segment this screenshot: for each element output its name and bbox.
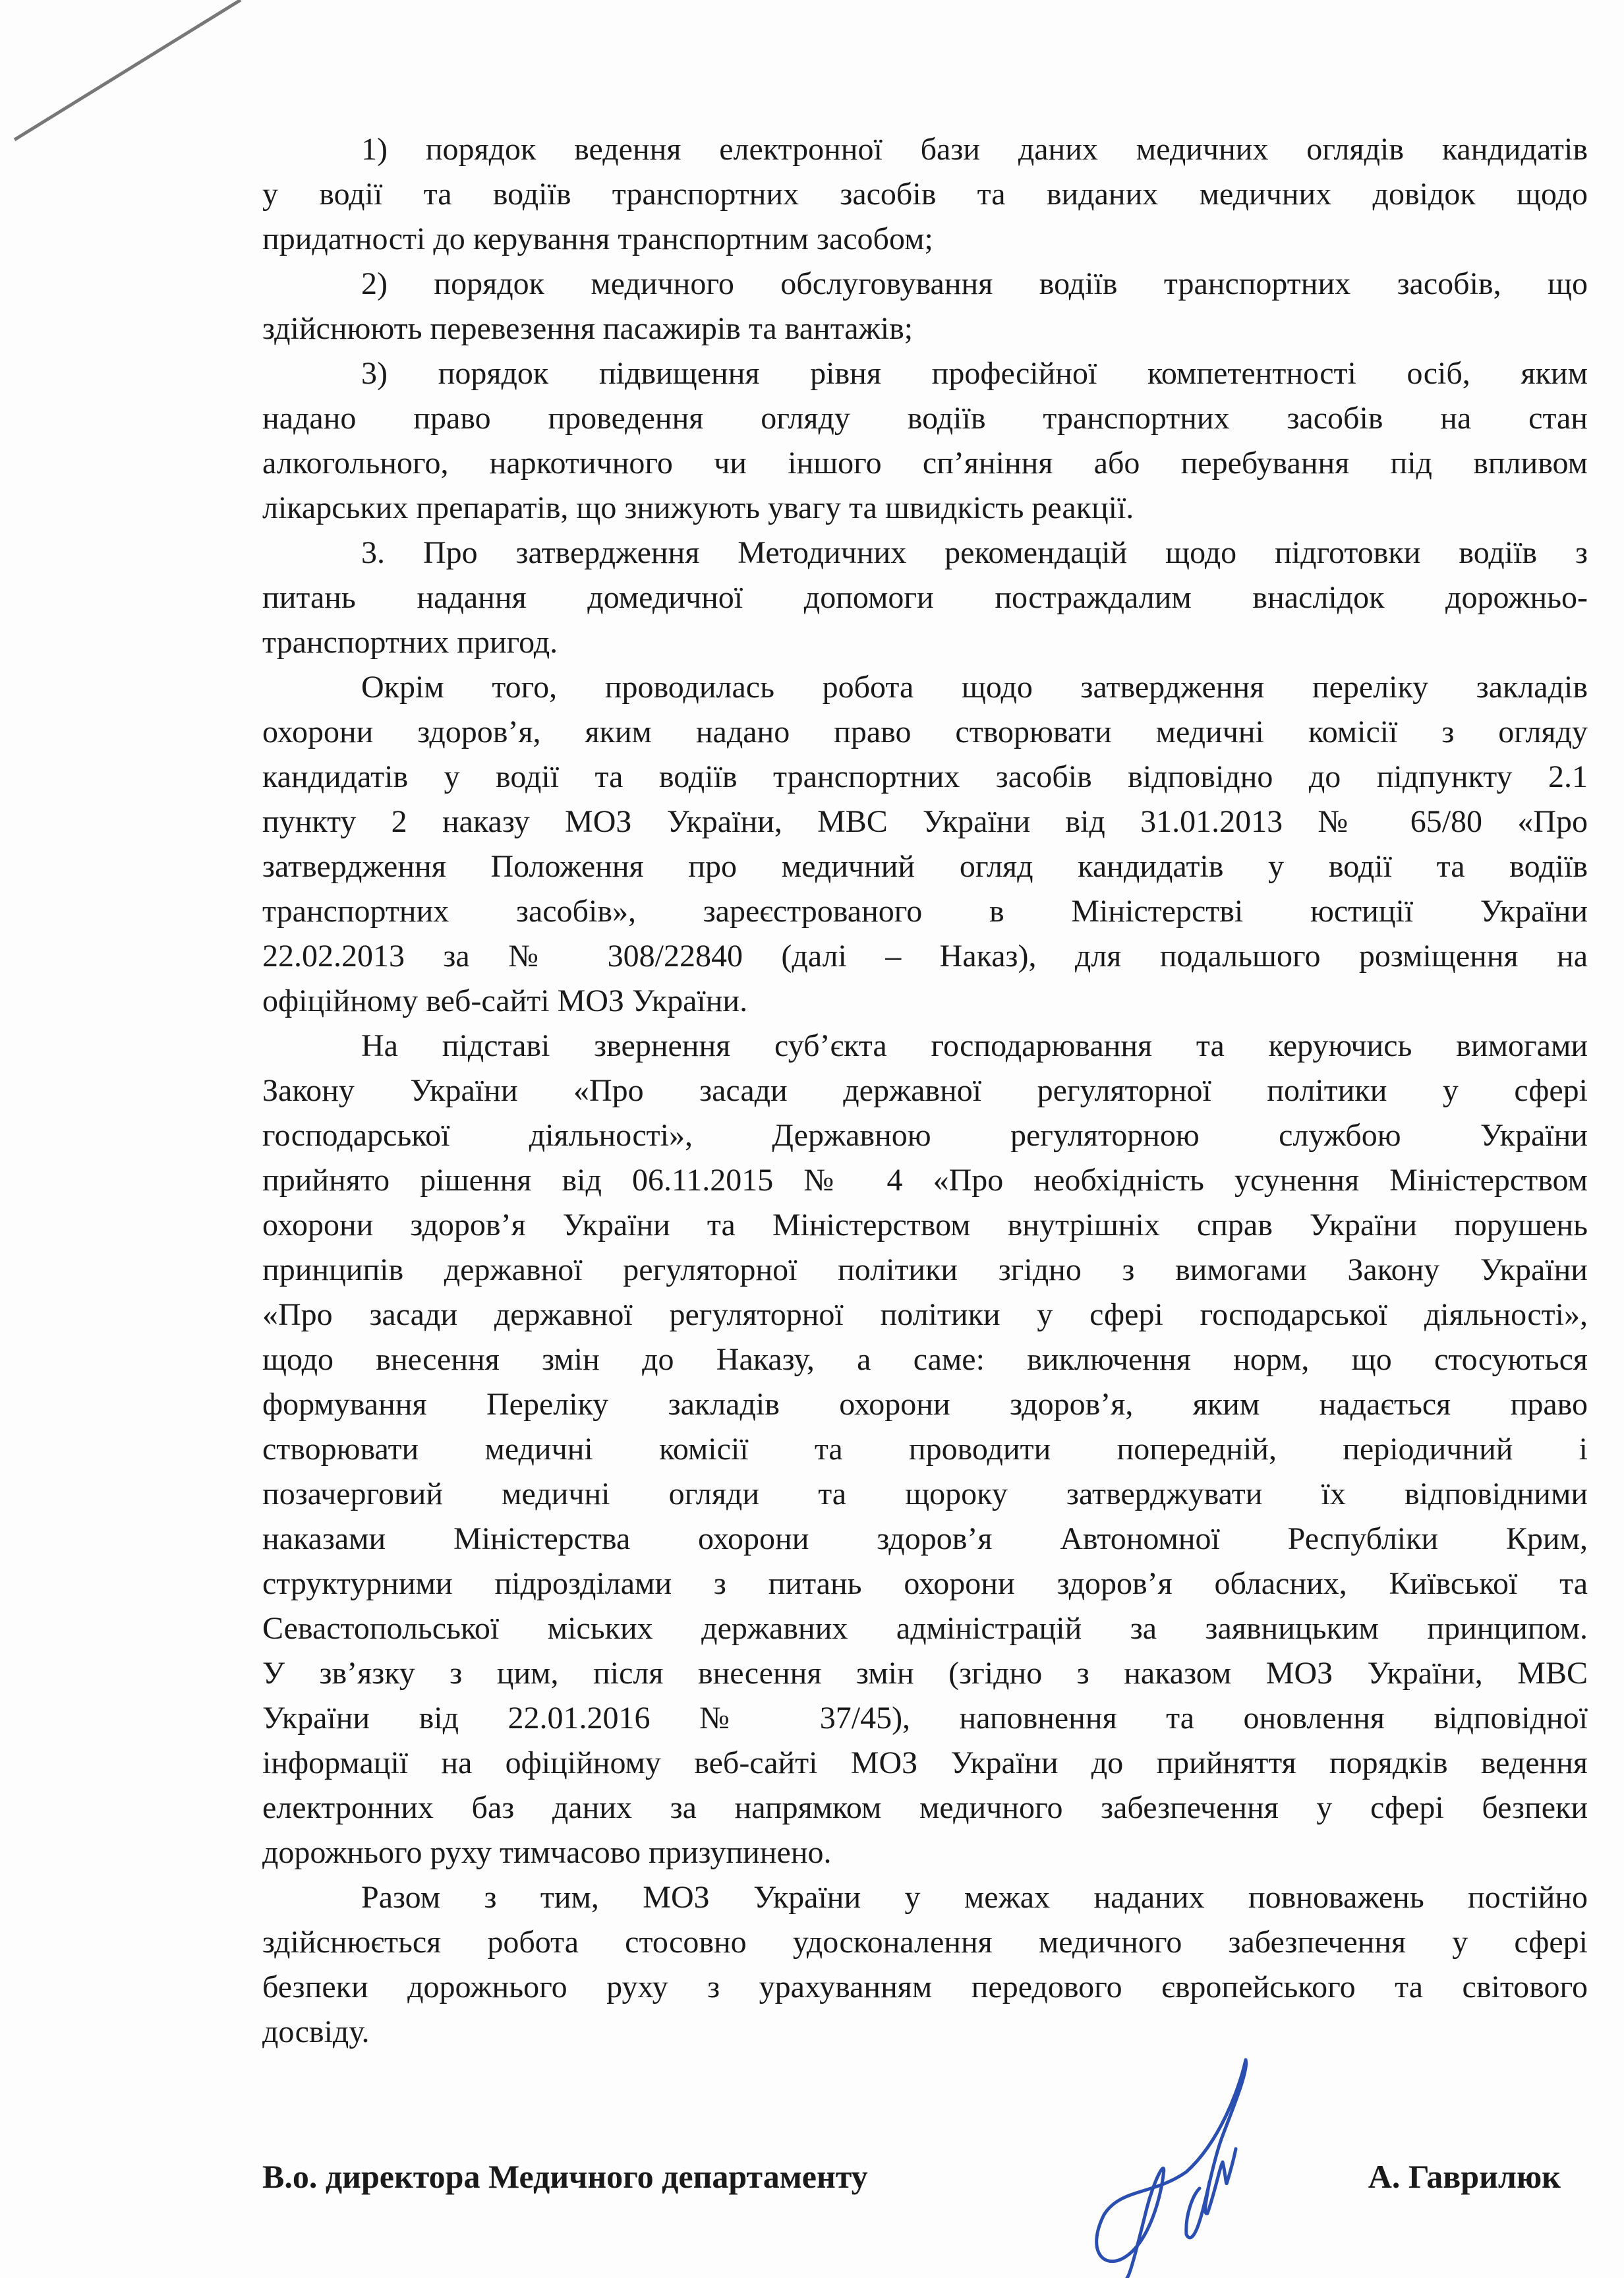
text-line: господарської діяльності», Державною регуляторною службою України (262, 1118, 1588, 1153)
paragraph (262, 351, 1588, 531)
text-line: структурними підрозділами з питань охорони здоров’я обласних, Київської та (262, 1566, 1588, 1601)
text-line: Закону України «Про засади державної регуляторної політики у сфері (262, 1073, 1588, 1108)
text-line: пункту 2 наказу МОЗ України, МВС України від 31.01.2013 № 65/80 «Про (262, 804, 1588, 839)
text-line: охорони здоров’я, яким надано право створювати медичні комісії з огляду (262, 715, 1588, 749)
text-line: досвіду. (262, 2014, 370, 2049)
text-line: 1) порядок ведення електронної бази даних медичних оглядів кандидатів (361, 132, 1588, 167)
text-line: електронних баз даних за напрямком медичного забезпечення у сфері безпеки (262, 1790, 1588, 1825)
text-line: У зв’язку з цим, після внесення змін (згідно з наказом МОЗ України, МВС (262, 1656, 1588, 1691)
text-line: «Про засади державної регуляторної політики у сфері господарської діяльності», (262, 1297, 1588, 1332)
text-line: придатності до керування транспортним засобом; (262, 221, 933, 256)
text-line: офіційному веб-сайті МОЗ України. (262, 983, 748, 1018)
text-line: алкогольного, наркотичного чи іншого сп’яніння або перебування під впливом (262, 446, 1588, 481)
text-line: безпеки дорожнього руху з урахуванням передового європейського та світового (262, 1970, 1588, 2004)
text-line: щодо внесення змін до Наказу, а саме: виключення норм, що стосуються (262, 1342, 1588, 1377)
text-line: 3) порядок підвищення рівня професійної компетентності осіб, яким (361, 356, 1588, 391)
text-line: транспортних засобів», зареєстрованого в Міністерстві юстиції України (262, 894, 1588, 929)
text-line: України від 22.01.2016 № 37/45), наповнення та оновлення відповідної (262, 1701, 1588, 1736)
text-line: здійснюється робота стосовно удосконалення медичного забезпечення у сфері (262, 1925, 1588, 1960)
text-line: На підставі звернення суб’єкта господарювання та керуючись вимогами (361, 1028, 1588, 1063)
text-line: створювати медичні комісії та проводити попередній, періодичний і (262, 1432, 1588, 1467)
text-line: інформації на офіційному веб-сайті МОЗ України до прийняття порядків ведення (262, 1745, 1588, 1780)
text-line: 2) порядок медичного обслуговування водіїв транспортних засобів, що (361, 266, 1588, 301)
text-line: 3. Про затвердження Методичних рекомендацій щодо підготовки водіїв з (361, 535, 1588, 570)
text-line: прийнято рішення від 06.11.2015 № 4 «Про необхідність усунення Міністерством (262, 1163, 1588, 1198)
paragraph (262, 665, 1588, 1024)
text-line: затвердження Положення про медичний огляд кандидатів у водії та водіїв (262, 849, 1588, 884)
text-line: надано право проведення огляду водіїв транспортних засобів на стан (262, 401, 1588, 436)
text-line: у водії та водіїв транспортних засобів та виданих медичних довідок щодо (262, 177, 1588, 212)
text-line: кандидатів у водії та водіїв транспортних засобів відповідно до підпункту 2.1 (262, 759, 1588, 794)
text-line: Севастопольської міських державних адміністрацій за заявницьким принципом. (262, 1611, 1588, 1646)
text-line: питань надання домедичної допомоги постраждалим внаслідок дорожньо- (262, 580, 1588, 615)
text-line: здійснюють перевезення пасажирів та вантажів; (262, 311, 914, 346)
signature-block (262, 2150, 1561, 2203)
text-line: дорожнього руху тимчасово призупинено. (262, 1835, 832, 1870)
signatory-title: В.о. директора Медичного департаменту (262, 2158, 868, 2195)
text-line: 22.02.2013 за № 308/22840 (далі – Наказ), для подальшого розміщення на (262, 939, 1588, 974)
text-line: Окрім того, проводилась робота щодо затвердження переліку закладів (361, 670, 1588, 705)
text-line: позачерговий медичні огляди та щороку затверджувати їх відповідними (262, 1476, 1588, 1511)
text-line: принципів державної регуляторної політики згідно з вимогами Закону України (262, 1252, 1588, 1287)
text-line: наказами Міністерства охорони здоров’я Автономної Республіки Крим, (262, 1521, 1588, 1556)
text-line: охорони здоров’я України та Міністерством внутрішніх справ України порушень (262, 1208, 1588, 1242)
text-line: формування Переліку закладів охорони здоров’я, яким надається право (262, 1387, 1588, 1422)
paragraph (262, 262, 1588, 351)
document-body (262, 127, 1588, 2055)
signatory-name: А. Гаврилюк (1368, 2158, 1561, 2195)
paragraph (262, 531, 1588, 665)
paragraph (262, 127, 1588, 262)
text-line: лікарських препаратів, що знижують увагу та швидкість реакції. (262, 490, 1134, 525)
text-line: Разом з тим, МОЗ України у межах наданих повноважень постійно (361, 1880, 1588, 1915)
paragraph (262, 1024, 1588, 1875)
text-line: транспортних пригод. (262, 625, 558, 660)
handwritten-signature (989, 2050, 1292, 2278)
paragraph (262, 1875, 1588, 2055)
